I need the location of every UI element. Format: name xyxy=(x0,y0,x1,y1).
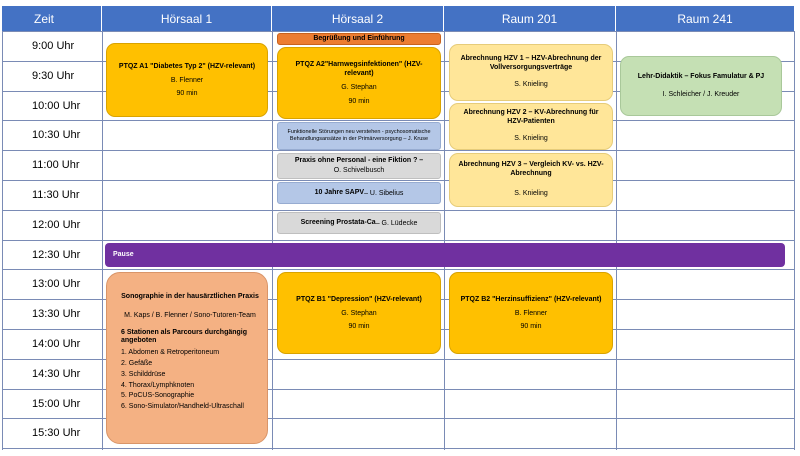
time-label: 14:00 Uhr xyxy=(32,337,81,350)
session-title: 10 Jahre SAPV xyxy=(314,188,365,196)
header-room-label: Raum 241 xyxy=(677,11,733,26)
session-title: Pause xyxy=(113,250,134,258)
session-speaker: G. Stephan xyxy=(341,309,377,317)
session-ptqz-b1[interactable] xyxy=(277,272,441,354)
session-title: Praxis ohne Personal - eine Fiktion ? – xyxy=(294,156,424,164)
grid-column-line xyxy=(616,31,617,450)
time-label: 11:00 Uhr xyxy=(32,158,80,171)
session-abrechnung-hzv3[interactable] xyxy=(449,153,613,207)
session-begruessung[interactable] xyxy=(277,33,441,45)
session-ptqz-b2[interactable] xyxy=(449,272,613,354)
time-label: 10:30 Uhr xyxy=(32,128,81,141)
session-ptqz-a2[interactable] xyxy=(277,47,441,119)
session-duration: 90 min xyxy=(348,323,370,331)
list-item: 6. Sono-Simulator/Handheld-Ultraschall xyxy=(121,403,244,411)
session-speaker: B. Flenner xyxy=(170,76,204,84)
header-room-label: Raum 201 xyxy=(501,11,558,26)
session-speaker: S. Knieling xyxy=(514,134,548,142)
grid-column-line xyxy=(794,31,795,450)
time-label: 13:30 Uhr xyxy=(32,307,81,320)
session-title: Abrechnung HZV 3 – Vergleich KV- vs. HZV-Abrechnung xyxy=(458,160,604,177)
header-room-hoersaal-1 xyxy=(102,6,272,31)
session-speaker: O. Schivelbusch xyxy=(333,166,385,174)
time-label: 13:00 Uhr xyxy=(32,277,81,290)
header-zeit xyxy=(2,6,102,31)
time-label: 9:30 Uhr xyxy=(32,69,75,82)
time-label: 9:00 Uhr xyxy=(32,39,75,52)
session-title: Abrechnung HZV 1 – HZV-Abrechnung der Vollversorgungsverträge xyxy=(460,54,602,71)
session-title: PTQZ A2"Harnwegsinfektionen" (HZV-relevant) xyxy=(295,61,423,78)
session-title: Screening Prostata-Ca xyxy=(300,218,376,226)
session-duration: 90 min xyxy=(176,90,198,98)
time-label: 12:00 Uhr xyxy=(32,218,81,231)
session-title: Abrechnung HZV 2 – KV-Abrechnung für HZV-Patienten xyxy=(463,109,599,126)
header-room-label: Hörsaal 1 xyxy=(160,11,213,26)
session-screening[interactable] xyxy=(277,212,441,234)
grid-row-line xyxy=(2,180,794,181)
session-sonographie[interactable] xyxy=(106,272,268,444)
grid-column-line xyxy=(102,31,103,450)
session-speaker: S. Knieling xyxy=(514,190,548,198)
grid-row-line xyxy=(2,210,794,211)
header-room-label: Hörsaal 2 xyxy=(331,11,384,26)
grid-row-line xyxy=(2,31,794,32)
header-room-hoersaal-2 xyxy=(272,6,444,31)
session-speaker: G. Stephan xyxy=(341,83,377,91)
list-item: 1. Abdomen & Retroperitoneum xyxy=(121,349,220,356)
time-label: 10:00 Uhr xyxy=(32,99,81,112)
session-lehr-didaktik[interactable] xyxy=(620,56,782,116)
header-zeit-label: Zeit xyxy=(34,11,55,26)
session-abrechnung-hzv1[interactable] xyxy=(449,44,613,101)
session-title: Lehr-Didaktik – Fokus Famulatur & PJ xyxy=(637,72,765,80)
list-item: 3. Schilddrüse xyxy=(121,370,166,378)
session-title: Begrüßung und Einführung xyxy=(313,34,405,42)
time-label: 14:30 Uhr xyxy=(32,367,81,380)
list-item: 2. Gefäße xyxy=(121,359,153,367)
session-duration: 90 min xyxy=(520,323,542,331)
session-subtitle: 6 Stationen als Parcours durchgängig angeboten xyxy=(121,328,248,345)
session-title: Sonographie in der hausärztlichen Praxis xyxy=(121,293,259,300)
station-list xyxy=(121,348,244,413)
session-pause[interactable] xyxy=(105,243,785,267)
session-speaker: – U. Sibelius xyxy=(364,189,404,197)
session-duration: 90 min xyxy=(348,97,370,105)
session-speaker: I. Schleicher / J. Kreuder xyxy=(662,90,740,98)
session-sapv[interactable] xyxy=(277,182,441,204)
session-funktionelle-stoerungen[interactable] xyxy=(277,122,441,150)
session-title: PTQZ A1 "Diabetes Typ 2" (HZV-relevant) xyxy=(118,62,256,70)
session-speaker: S. Knieling xyxy=(514,81,548,89)
header-room-raum-241 xyxy=(616,6,794,31)
session-abrechnung-hzv2[interactable] xyxy=(449,103,613,150)
time-label: 15:00 Uhr xyxy=(32,397,81,410)
grid-row-line xyxy=(2,448,794,449)
session-title: PTQZ B2 "Herzinsuffizienz" (HZV-relevant) xyxy=(460,295,602,303)
session-title: Funktionelle Störungen neu verstehen - psychosomatische Behandlungsansätze in der Primärversorgung – J. Kruse xyxy=(287,129,431,142)
time-label: 11:30 Uhr xyxy=(32,188,80,201)
grid-column-line xyxy=(272,31,273,450)
time-label: 12:30 Uhr xyxy=(32,248,81,261)
session-speaker: M. Kaps / B. Flenner / Sono-Tutoren-Team xyxy=(124,311,256,319)
list-item: 5. PoCUS-Sonographie xyxy=(121,392,195,400)
session-speaker: – G. Lüdecke xyxy=(375,219,418,227)
header-room-raum-201 xyxy=(444,6,616,31)
list-item: 4. Thorax/Lymphknoten xyxy=(121,381,195,389)
session-praxis-ohne-personal[interactable] xyxy=(277,153,441,179)
grid-column-line xyxy=(444,31,445,450)
grid-row-line xyxy=(2,240,794,241)
session-speaker: B. Flenner xyxy=(514,309,548,317)
grid-row-line xyxy=(2,150,794,151)
time-label: 15:30 Uhr xyxy=(32,426,81,439)
grid-row-line xyxy=(2,120,794,121)
session-title: PTQZ B1 "Depression" (HZV-relevant) xyxy=(296,295,422,303)
grid-row-line xyxy=(2,269,794,270)
session-ptqz-a1[interactable] xyxy=(106,43,268,117)
